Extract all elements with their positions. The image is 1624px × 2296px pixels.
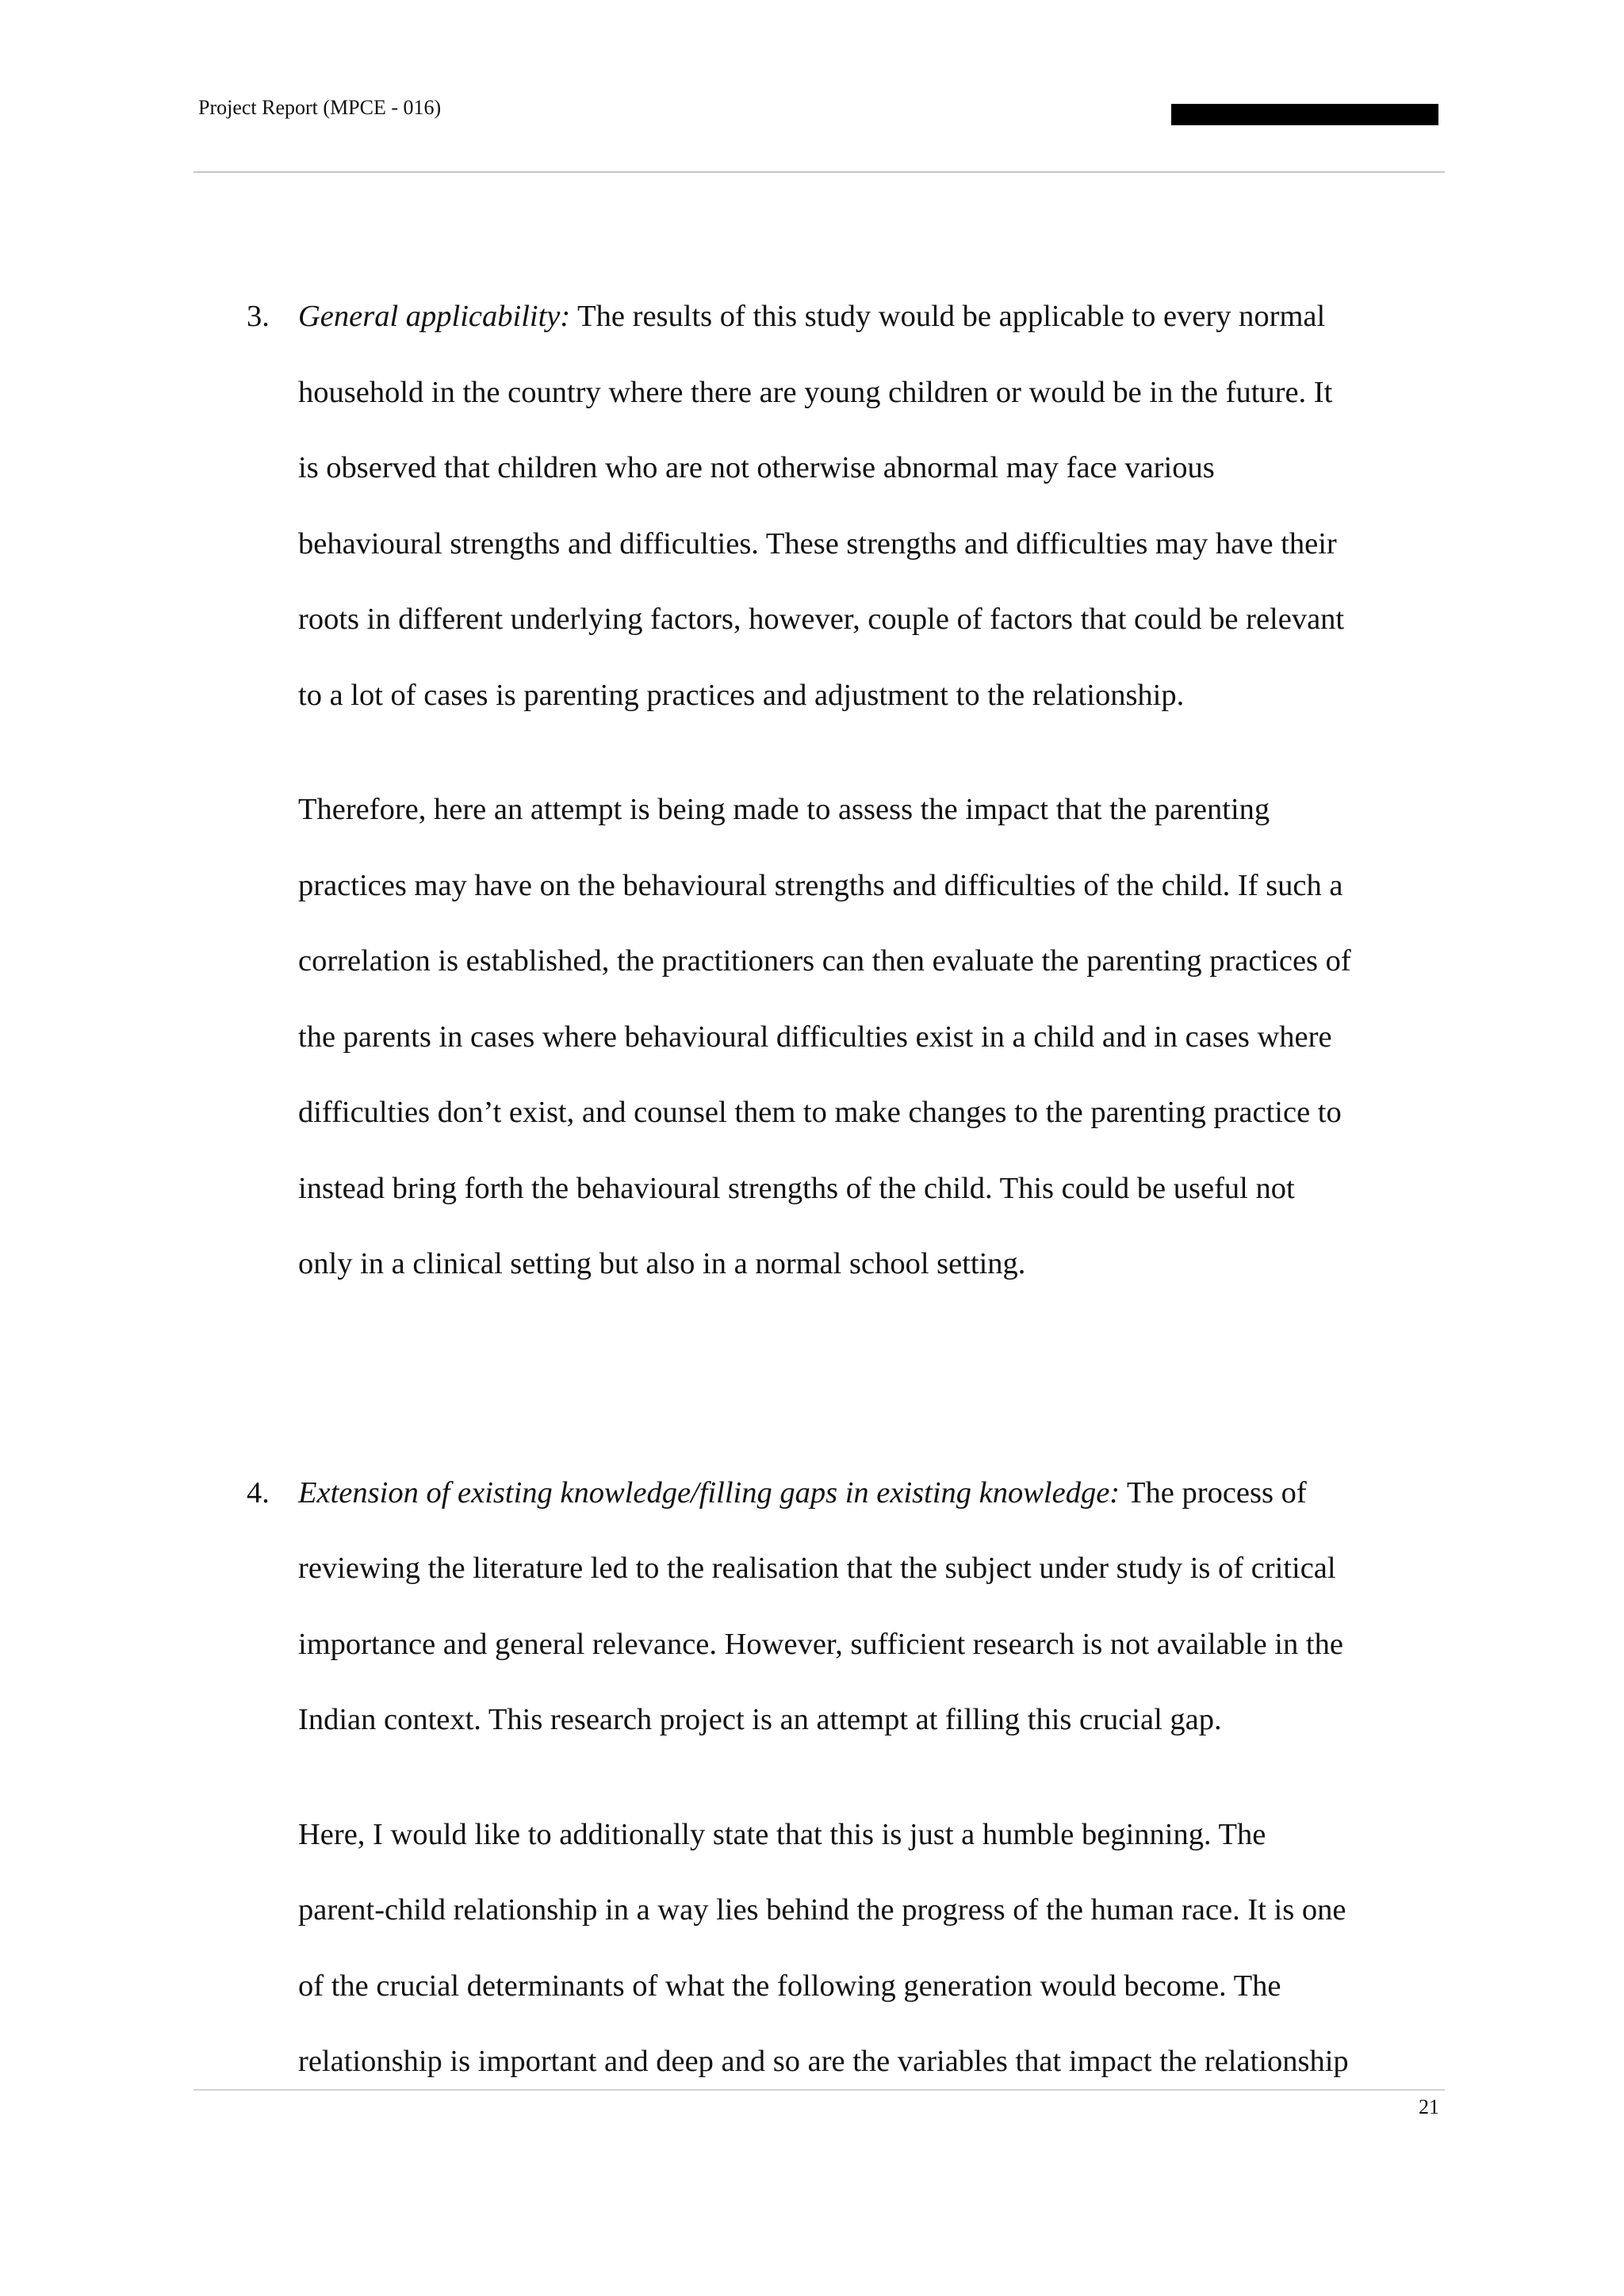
list-number: 4. — [247, 1475, 270, 1510]
text-line-content: The results of this study would be applicable to every normal — [570, 300, 1326, 333]
text-line: importance and general relevance. However, sufficient research is not available in the — [298, 1627, 1343, 1661]
list-term: Extension of existing knowledge/filling gaps in existing knowledge: — [298, 1475, 1120, 1510]
paragraph-spacer — [298, 733, 1445, 772]
text-line: Here, I would like to additionally state that this is just a humble beginning. The — [298, 1817, 1266, 1851]
text-line: only in a clinical setting but also in a normal school setting. — [298, 1247, 1026, 1280]
text-line: instead bring forth the behavioural strengths of the child. This could be useful not — [298, 1171, 1295, 1205]
list-number: 3. — [247, 300, 270, 333]
text-line: parent-child relationship in a way lies behind the progress of the human race. It is one — [298, 1893, 1346, 1927]
redaction-bar — [1171, 104, 1438, 125]
text-line: practices may have on the behavioural strengths and difficulties of the child. If such a — [298, 868, 1343, 902]
page-number: 21 — [1419, 2095, 1439, 2118]
text-line: to a lot of cases is parenting practices and adjustment to the relationship. — [298, 678, 1185, 712]
text-line: roots in different underlying factors, however, couple of factors that could be relevant — [298, 603, 1345, 636]
text-line: is observed that children who are not otherwise abnormal may face various — [298, 451, 1215, 484]
paragraph-spacer — [298, 1758, 1445, 1797]
text-line: household in the country where there are young children or would be in the future. It — [298, 375, 1333, 409]
text-line: relationship is important and deep and so are the variables that impact the relationship — [298, 2045, 1349, 2078]
text-line: correlation is established, the practitioners can then evaluate the parenting practices of — [298, 944, 1351, 978]
header-divider — [193, 171, 1445, 173]
body-content — [247, 279, 1445, 2100]
text-line: difficulties don’t exist, and counsel them to make changes to the parenting practice to — [298, 1096, 1342, 1129]
header-title: Project Report (MPCE - 016) — [198, 96, 442, 119]
footer-divider — [193, 2089, 1445, 2091]
text-line — [298, 1456, 1445, 1532]
list-item-extension-of-knowledge — [247, 1456, 1445, 2100]
text-line: reviewing the literature led to the realisation that the subject under study is of critical — [298, 1552, 1336, 1585]
text-line: Therefore, here an attempt is being made to assess the impact that the parenting — [298, 793, 1270, 826]
text-line: behavioural strengths and difficulties. These strengths and difficulties may have their — [298, 526, 1337, 561]
item-spacer — [298, 1303, 1445, 1456]
text-line: the parents in cases where behavioural difficulties exist in a child and in cases where — [298, 1020, 1332, 1054]
text-line — [298, 279, 1445, 355]
text-line-content: The process of — [1120, 1475, 1307, 1510]
text-line: Indian context. This research project is an attempt at filling this crucial gap. — [298, 1703, 1222, 1736]
list-term: General applicability: — [298, 300, 571, 333]
list-item-general-applicability — [247, 279, 1445, 1303]
text-line: of the crucial determinants of what the following generation would become. The — [298, 1969, 1281, 2003]
